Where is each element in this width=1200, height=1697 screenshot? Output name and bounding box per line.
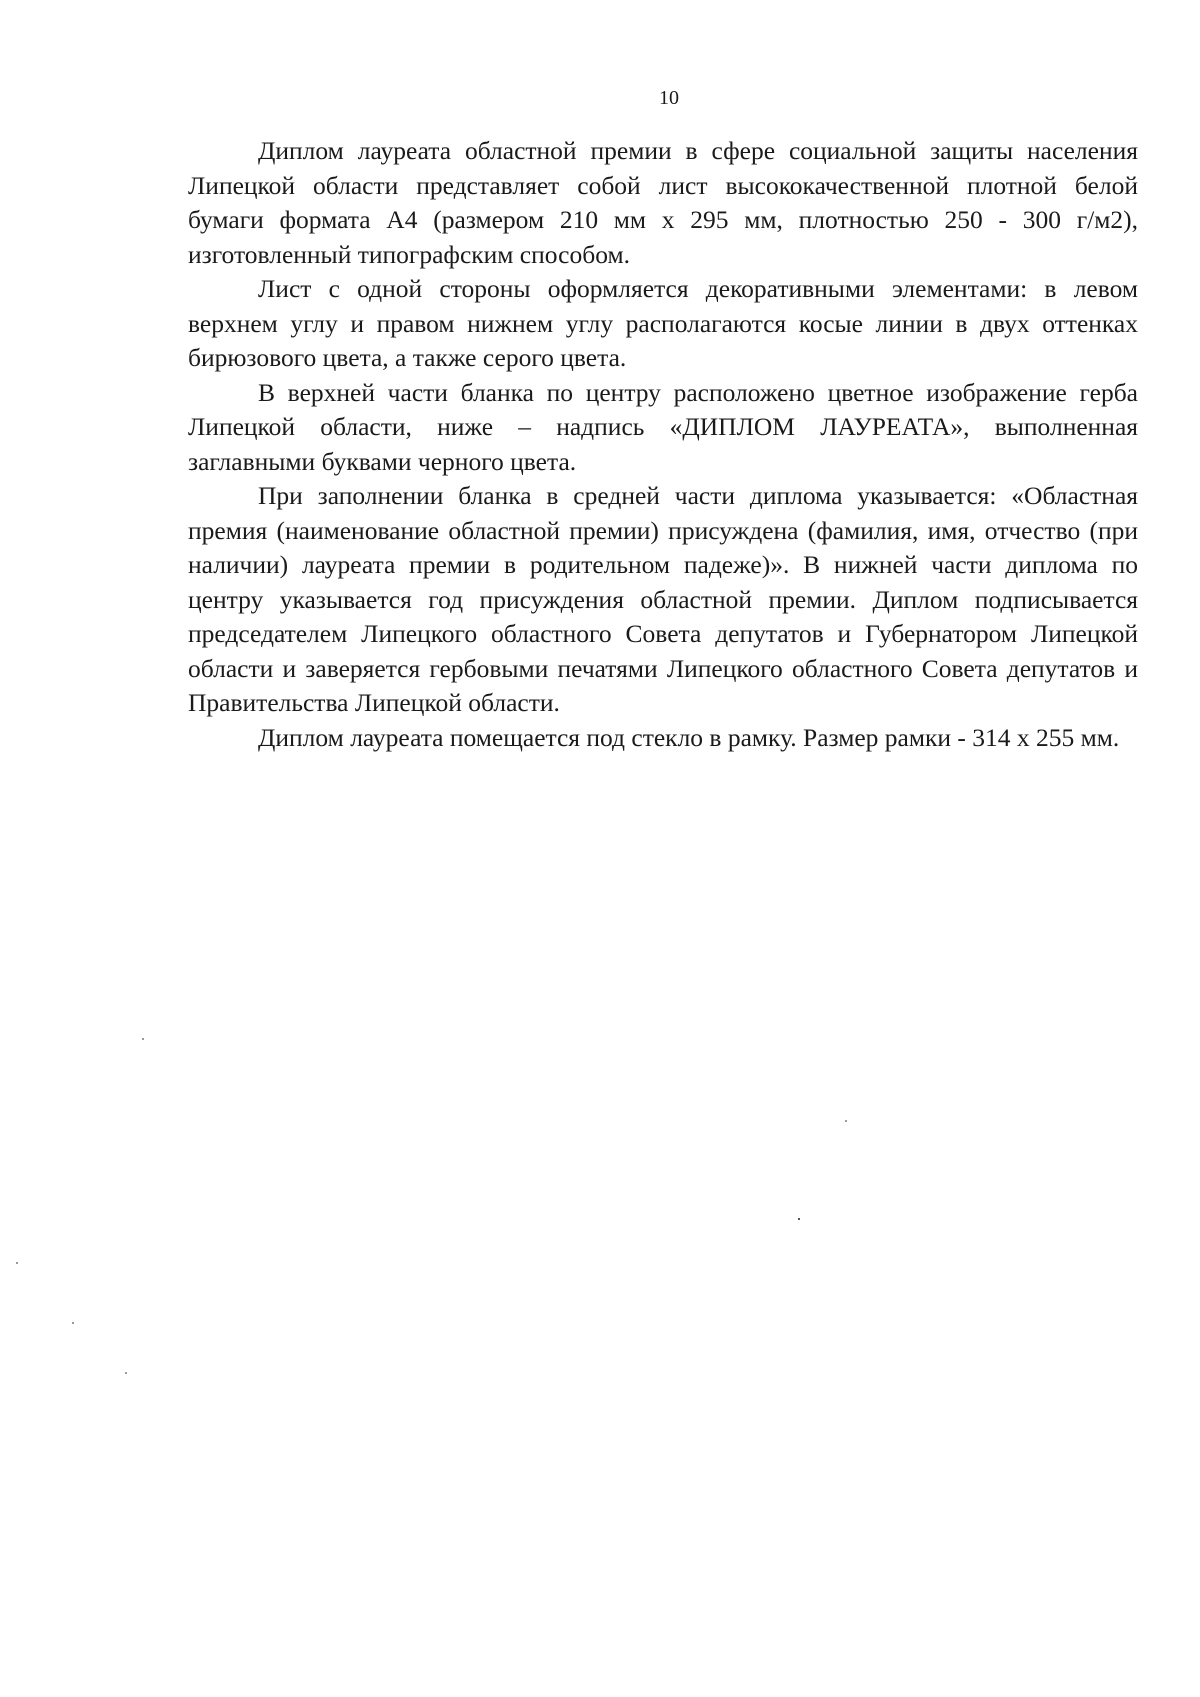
paragraph-filling-form: При заполнении бланка в средней части диплома указывается: «Областная премия (наименование областной премии) присуждена (фамилия, имя, отчество (при наличии) лауреата премии в родительном падеже)». В нижней части диплома по центру указывается год присуждения областной премии. Диплом подписывается председателем Липецкого областного Совета депутатов и Губернатором Липецкой области и заверяется гербовыми печатями Липецкого областного Совета депутатов и Правительства Липецкой области. — [188, 481, 1138, 717]
scan-artifact — [142, 1038, 144, 1040]
paragraph-frame-size: Диплом лауреата помещается под стекло в рамку. Размер рамки - 314 х 255 мм. — [258, 722, 1120, 752]
page-number: 10 — [659, 87, 679, 109]
paragraph-decorative-elements: Лист с одной стороны оформляется декоративными элементами: в левом верхнем углу и правом нижнем углу располагаются косые линии в двух оттенках бирюзового цвета, а также серого цвета. — [188, 274, 1138, 372]
scan-artifact — [125, 1372, 127, 1374]
scan-artifact — [16, 1262, 18, 1264]
scan-artifact — [845, 1120, 847, 1122]
paragraph-diploma-description: Диплом лауреата областной премии в сфере социальной защиты населения Липецкой области представляет собой лист высококачественной плотной белой бумаги формата А4 (размером 210 мм х 295 мм, плотностью 250 - 300 г/м2), изготовленный типографским способом. — [188, 136, 1138, 269]
document-body — [188, 134, 1138, 755]
paragraph-coat-of-arms: В верхней части бланка по центру расположено цветное изображение герба Липецкой области, ниже – надпись «ДИПЛОМ ЛАУРЕАТА», выполненная заглавными буквами черного цвета. — [188, 377, 1138, 476]
scan-artifact — [798, 1218, 800, 1220]
scan-artifact — [72, 1322, 74, 1324]
